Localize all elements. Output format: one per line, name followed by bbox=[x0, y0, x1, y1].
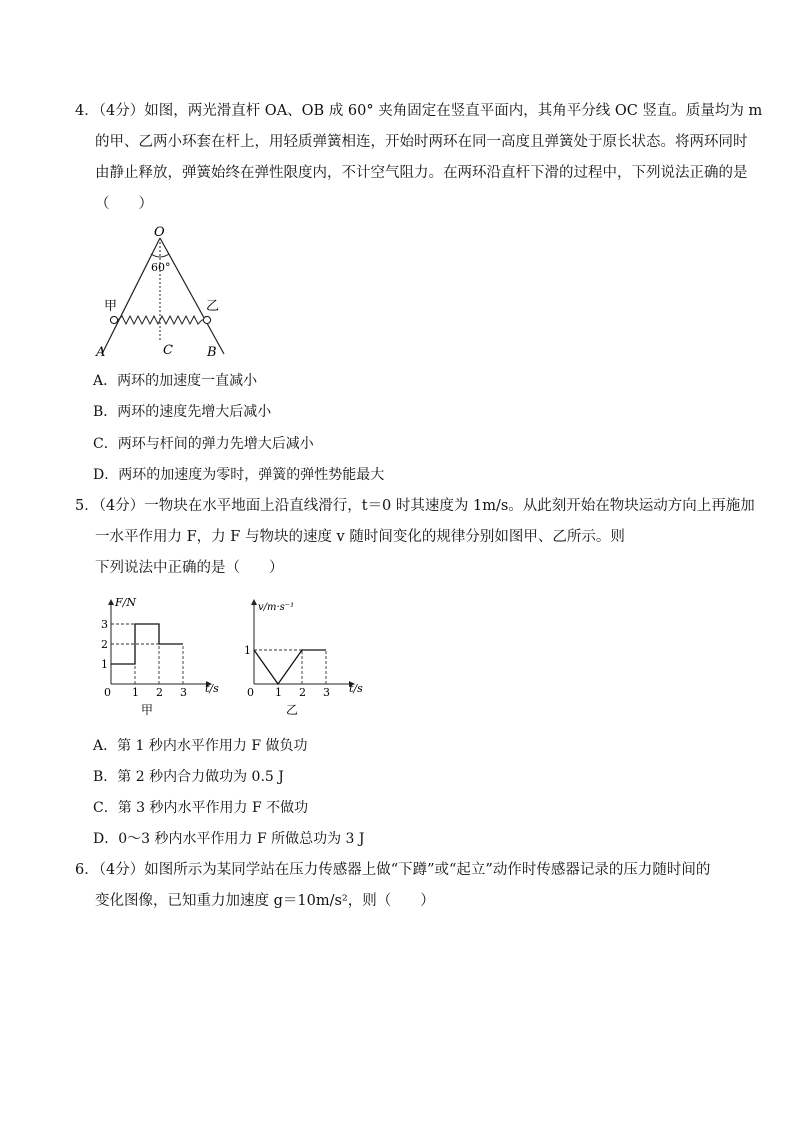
yi-ylabel: v/m·s⁻¹ bbox=[258, 602, 295, 613]
rod-ob bbox=[160, 238, 224, 354]
q4-stem-line4: （ ） bbox=[95, 196, 153, 212]
yi-caption: 乙 bbox=[286, 703, 299, 717]
jia-ylabel: F/N bbox=[115, 596, 136, 609]
graph-yi bbox=[240, 592, 380, 722]
jia-ytick-label: 2 bbox=[101, 638, 108, 651]
yi-xtick-label: 2 bbox=[299, 686, 306, 699]
q6-stem-line2: 变化图像，已知重力加速度 g＝10m/s²，则（ ） bbox=[95, 893, 435, 909]
jia-xtick-label: 3 bbox=[180, 686, 187, 699]
label-yi: 乙 bbox=[206, 299, 220, 314]
jia-xtick-label: 2 bbox=[156, 686, 163, 699]
q5-option-b[interactable]: B．第 2 秒内合力做功为 0.5 J bbox=[93, 769, 284, 785]
jia-xlabel: t/s bbox=[205, 682, 219, 695]
graph-jia bbox=[93, 592, 233, 722]
q4-figure bbox=[88, 220, 238, 362]
q4-option-c[interactable]: C．两环与杆间的弹力先增大后减小 bbox=[93, 436, 314, 452]
jia-xtick-label: 1 bbox=[132, 686, 139, 699]
q4-stem-line2: 的甲、乙两小环套在杆上，用轻质弹簧相连，开始时两环在同一高度且弹簧处于原长状态。将两环同时 bbox=[95, 134, 748, 150]
yi-xtick-label: 1 bbox=[275, 686, 282, 699]
ring-jia bbox=[110, 316, 117, 323]
q4-option-d[interactable]: D．两环的加速度为零时，弹簧的弹性势能最大 bbox=[93, 467, 385, 483]
jia-caption: 甲 bbox=[141, 703, 154, 717]
spring bbox=[118, 316, 206, 324]
q5-option-a[interactable]: A．第 1 秒内水平作用力 F 做负功 bbox=[93, 738, 308, 754]
label-angle: 60° bbox=[151, 261, 171, 274]
yi-xlabel: t/s bbox=[349, 682, 363, 695]
ring-yi bbox=[203, 316, 210, 323]
label-a: A bbox=[96, 345, 106, 360]
q5-stem-line1: 5．（4分）一物块在水平地面上沿直线滑行，t＝0 时其速度为 1m/s。从此刻开始在物块运动方向上再施加 bbox=[75, 498, 755, 514]
q5-option-c[interactable]: C．第 3 秒内水平作用力 F 不做功 bbox=[93, 800, 309, 816]
q4-stem-line1: 4．（4分）如图，两光滑直杆 OA、OB 成 60° 夹角固定在竖直平面内，其角平分线 OC 竖直。质量均为 m bbox=[75, 103, 763, 119]
jia-ytick-label: 3 bbox=[101, 618, 108, 631]
yi-origin: 0 bbox=[247, 686, 254, 699]
q4-option-a[interactable]: A．两环的加速度一直减小 bbox=[93, 373, 258, 389]
yi-series-line bbox=[254, 650, 326, 684]
yi-ytick-label: 1 bbox=[244, 644, 251, 657]
q5-stem-line3: 下列说法中正确的是（ ） bbox=[95, 560, 284, 576]
rod-oa bbox=[102, 238, 160, 354]
yi-xtick-label: 3 bbox=[323, 686, 330, 699]
label-o: O bbox=[154, 225, 165, 240]
label-b: B bbox=[207, 345, 217, 360]
jia-ytick-label: 1 bbox=[101, 658, 108, 671]
q5-stem-line2: 一水平作用力 F，力 F 与物块的速度 v 随时间变化的规律分别如图甲、乙所示。则 bbox=[95, 529, 625, 545]
q4-stem-line3: 由静止释放，弹簧始终在弹性限度内，不计空气阻力。在两环沿直杆下滑的过程中，下列说法正确的是 bbox=[95, 165, 748, 181]
q6-stem-line1: 6．（4分）如图所示为某同学站在压力传感器上做“下蹲”或“起立”动作时传感器记录的压力随时间的 bbox=[75, 862, 711, 878]
label-c: C bbox=[163, 343, 173, 358]
label-jia: 甲 bbox=[104, 299, 118, 314]
jia-origin: 0 bbox=[104, 686, 111, 699]
q5-option-d[interactable]: D．0～3 秒内水平作用力 F 所做总功为 3 J bbox=[93, 831, 365, 847]
q4-option-b[interactable]: B．两环的速度先增大后减小 bbox=[93, 404, 272, 420]
